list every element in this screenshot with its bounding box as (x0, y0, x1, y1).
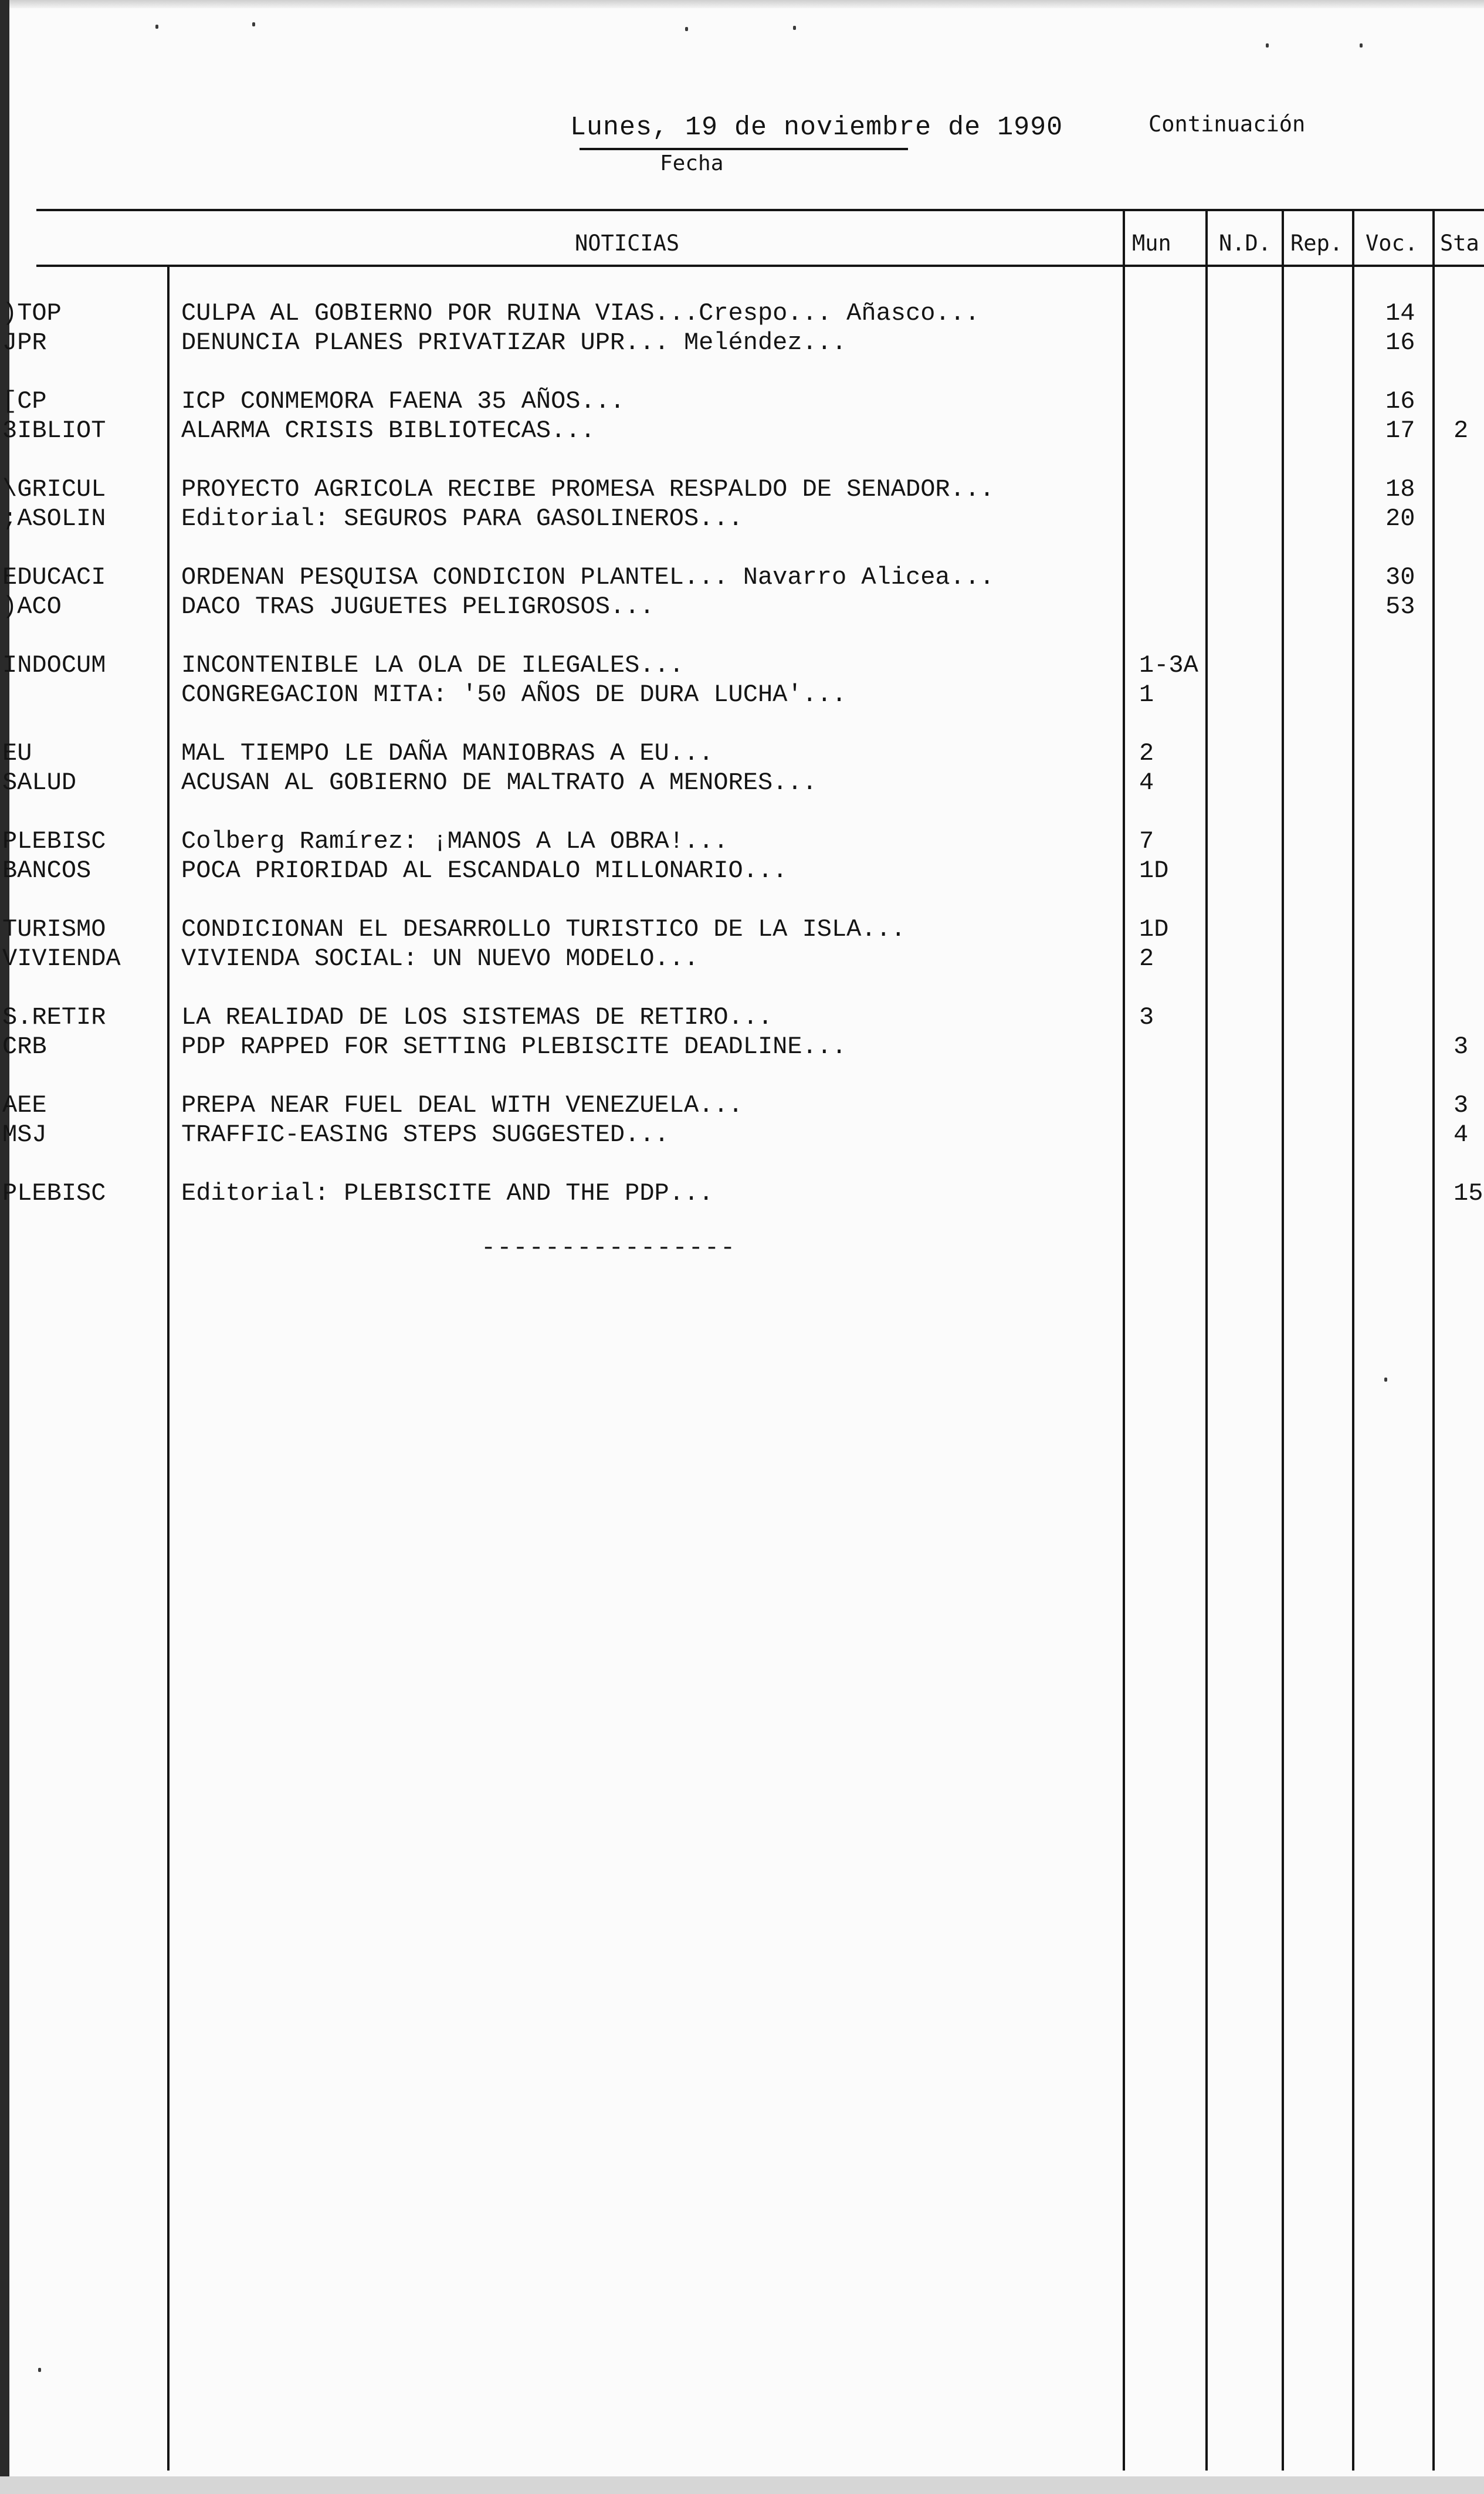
row-sta: 3 (1453, 1091, 1469, 1119)
speck (1360, 43, 1363, 48)
news-row (0, 681, 1484, 710)
row-code: EU (2, 739, 32, 767)
row-voc: 30 (1385, 563, 1415, 591)
table-top-rule (36, 209, 1484, 211)
row-mun: 1D (1139, 915, 1169, 943)
row-code: VIVIENDA (2, 945, 121, 973)
news-row (0, 827, 1484, 857)
speck (1384, 1378, 1387, 1382)
row-code: PLEBISC (2, 827, 106, 855)
row-title: Editorial: SEGUROS PARA GASOLINEROS... (181, 505, 743, 533)
row-mun: 4 (1139, 769, 1154, 797)
row-code: )ACO (2, 593, 62, 621)
row-code: [CP (2, 387, 47, 415)
speck (1266, 43, 1269, 48)
speck (685, 27, 688, 31)
rep-column-divider (1282, 209, 1284, 2471)
row-title: PROYECTO AGRICOLA RECIBE PROMESA RESPALDO DE SENADOR... (181, 475, 995, 503)
news-row (0, 1033, 1484, 1062)
row-sta: 3 (1453, 1033, 1469, 1061)
voc-header: Voc. (1366, 231, 1418, 256)
nd-header: N.D. (1219, 231, 1272, 256)
rep-header: Rep. (1290, 231, 1343, 256)
news-row (0, 1121, 1484, 1150)
row-code: \GRICUL (2, 475, 106, 503)
row-mun: 7 (1139, 827, 1154, 855)
sta-column-divider (1432, 209, 1435, 2471)
speck (793, 26, 796, 30)
row-code: CRB (2, 1033, 47, 1061)
noticias-header: NOTICIAS (575, 231, 680, 256)
mun-header: Mun (1132, 231, 1171, 256)
row-mun: 1D (1139, 857, 1169, 885)
row-title: Editorial: PLEBISCITE AND THE PDP... (181, 1179, 714, 1207)
row-title: Colberg Ramírez: ¡MANOS A LA OBRA!... (181, 827, 729, 855)
row-code: BANCOS (2, 857, 92, 885)
row-title: CONDICIONAN EL DESARROLLO TURISTICO DE LA ISLA... (181, 915, 906, 943)
news-row (0, 857, 1484, 886)
row-title: CONGREGACION MITA: '50 AÑOS DE DURA LUCHA'... (181, 681, 847, 709)
news-row (0, 915, 1484, 945)
row-code: PLEBISC (2, 1179, 106, 1207)
row-code: MSJ (2, 1121, 47, 1149)
row-title: INCONTENIBLE LA OLA DE ILEGALES... (181, 651, 684, 679)
row-code: )TOP (2, 299, 62, 327)
row-title: CULPA AL GOBIERNO POR RUINA VIAS...Crespo... Añasco... (181, 299, 980, 327)
row-voc: 53 (1385, 593, 1415, 621)
news-row (0, 769, 1484, 798)
row-sta: 2 (1453, 417, 1469, 445)
end-of-list-dashes: ---------------- (481, 1234, 737, 1262)
row-title: PDP RAPPED FOR SETTING PLEBISCITE DEADLINE... (181, 1033, 847, 1061)
news-row (0, 329, 1484, 358)
row-voc: 18 (1385, 475, 1415, 503)
row-mun: 2 (1139, 739, 1154, 767)
row-code: SALUD (2, 769, 77, 797)
news-row (0, 593, 1484, 622)
row-title: POCA PRIORIDAD AL ESCANDALO MILLONARIO... (181, 857, 788, 885)
news-row (0, 651, 1484, 681)
news-row (0, 1091, 1484, 1121)
row-title: MAL TIEMPO LE DAÑA MANIOBRAS A EU... (181, 739, 714, 767)
news-row (0, 505, 1484, 534)
row-title: DENUNCIA PLANES PRIVATIZAR UPR... Meléndez... (181, 329, 847, 357)
row-voc: 20 (1385, 505, 1415, 533)
news-row (0, 299, 1484, 329)
row-voc: 17 (1385, 417, 1415, 445)
scan-edge-left (0, 0, 9, 2494)
news-row (0, 1179, 1484, 1209)
row-code: 3IBLIOT (2, 417, 106, 445)
news-row (0, 563, 1484, 593)
row-code: ;ASOLIN (2, 505, 106, 533)
row-sta: 4 (1453, 1121, 1469, 1149)
table-header-rule (36, 265, 1484, 267)
row-mun: 1 (1139, 681, 1154, 709)
news-row (0, 417, 1484, 446)
row-title: ICP CONMEMORA FAENA 35 AÑOS... (181, 387, 625, 415)
row-voc: 16 (1385, 329, 1415, 357)
mun-column-divider (1123, 209, 1125, 2471)
row-mun: 1-3A (1139, 651, 1198, 679)
news-row (0, 387, 1484, 417)
row-title: DACO TRAS JUGUETES PELIGROSOS... (181, 593, 655, 621)
row-title: ACUSAN AL GOBIERNO DE MALTRATO A MENORES... (181, 769, 817, 797)
row-title: ORDENAN PESQUISA CONDICION PLANTEL... Navarro Alicea... (181, 563, 995, 591)
row-title: VIVIENDA SOCIAL: UN NUEVO MODELO... (181, 945, 699, 973)
scan-edge-top (0, 0, 1484, 8)
news-row (0, 475, 1484, 505)
continuation-label: Continuación (1148, 111, 1306, 137)
row-mun: 3 (1139, 1003, 1154, 1031)
news-row (0, 1003, 1484, 1033)
speck (252, 22, 255, 26)
date-caption: Fecha (660, 151, 724, 175)
row-code: INDOCUM (2, 651, 106, 679)
row-mun: 2 (1139, 945, 1154, 973)
scan-edge-bottom (0, 2476, 1484, 2494)
row-voc: 14 (1385, 299, 1415, 327)
row-code: JPR (2, 329, 47, 357)
date-line: Lunes, 19 de noviembre de 1990 (570, 113, 1063, 143)
speck (38, 2368, 41, 2372)
row-voc: 16 (1385, 387, 1415, 415)
sta-header: Sta (1440, 231, 1479, 256)
row-code: EDUCACI (2, 563, 106, 591)
row-code: TURISMO (2, 915, 106, 943)
row-code: S.RETIR (2, 1003, 106, 1031)
row-title: TRAFFIC-EASING STEPS SUGGESTED... (181, 1121, 669, 1149)
speck (155, 25, 158, 29)
row-code: AEE (2, 1091, 47, 1119)
row-title: ALARMA CRISIS BIBLIOTECAS... (181, 417, 595, 445)
voc-column-divider (1352, 209, 1354, 2471)
row-sta: 15 (1453, 1179, 1483, 1207)
news-row (0, 739, 1484, 769)
nd-column-divider (1205, 209, 1208, 2471)
news-row (0, 945, 1484, 974)
row-title: LA REALIDAD DE LOS SISTEMAS DE RETIRO... (181, 1003, 773, 1031)
row-title: PREPA NEAR FUEL DEAL WITH VENEZUELA... (181, 1091, 743, 1119)
date-underline (580, 148, 908, 150)
